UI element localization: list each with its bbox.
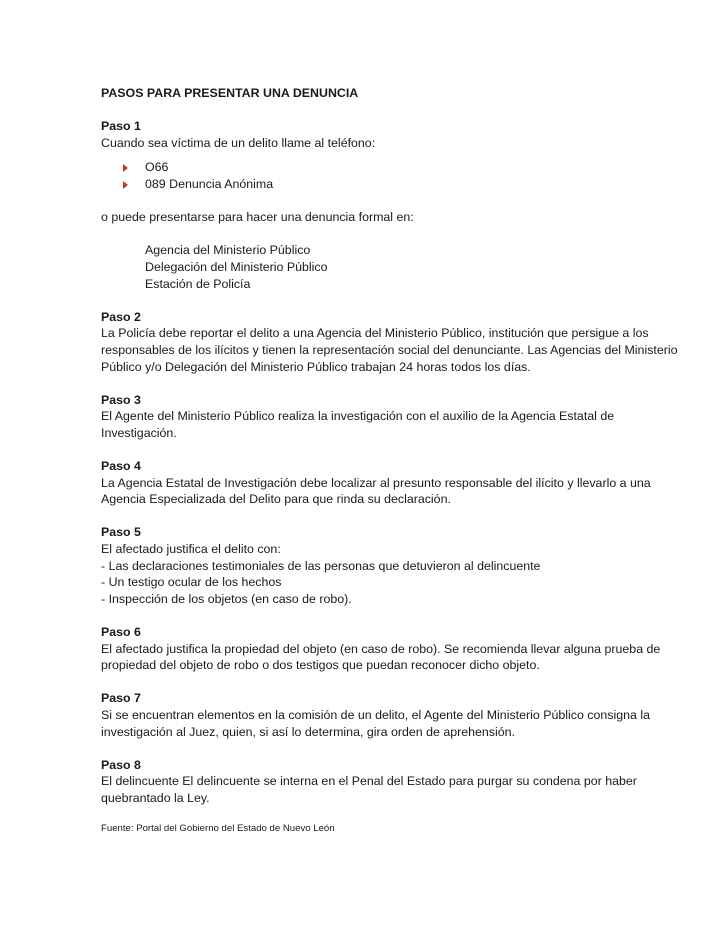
step-5-item: - Un testigo ocular de los hechos xyxy=(101,575,282,590)
step-2-text: La Policía debe reportar el delito a una Agencia del Ministerio Público, institución que persigue a los responsables de los ilícitos y tienen la representación social del denunciante. Las Agencias del Ministerio Público y/o Delegación del Ministerio Público trabajan 24 horas todos los días. xyxy=(101,326,678,374)
step-5-heading: Paso 5 xyxy=(101,525,141,540)
step-3-section xyxy=(101,392,691,442)
step-4-heading: Paso 4 xyxy=(101,459,141,474)
step-8-heading: Paso 8 xyxy=(101,757,141,772)
arrow-bullet-icon xyxy=(123,181,128,189)
step-2-heading: Paso 2 xyxy=(101,309,141,324)
source-note: Fuente: Portal del Gobierno del Estado de Nuevo León xyxy=(101,822,335,834)
step-5-item: - Las declaraciones testimoniales de las personas que detuvieron al delincuente xyxy=(101,558,541,573)
document-title: PASOS PARA PRESENTAR UNA DENUNCIA xyxy=(101,86,359,100)
step-1-intro: Cuando sea víctima de un delito llame al teléfono: xyxy=(101,135,376,150)
place-item: Estación de Policía xyxy=(145,276,251,291)
step-1-alt-intro: o puede presentarse para hacer una denuncia formal en: xyxy=(101,210,414,225)
step-5-intro: El afectado justifica el delito con: xyxy=(101,542,281,557)
step-6-text: El afectado justifica la propiedad del objeto (en caso de robo). Se recomienda llevar alguna prueba de propiedad del objeto de robo o dos testigos que puedan reconocer dicho objeto. xyxy=(101,641,661,673)
step-2-section xyxy=(101,309,691,375)
phone-number: O66 xyxy=(145,160,169,175)
step-8-section xyxy=(101,757,691,807)
step-3-text: El Agente del Ministerio Público realiza la investigación con el auxilio de la Agencia Estatal de Investigación. xyxy=(101,409,615,440)
document-page xyxy=(101,85,691,835)
place-item: Agencia del Ministerio Público xyxy=(145,243,311,258)
phone-list-item xyxy=(101,176,691,193)
step-5-item: - Inspección de los objetos (en caso de robo). xyxy=(101,591,352,606)
step-7-heading: Paso 7 xyxy=(101,691,141,706)
step-7-text: Si se encuentran elementos en la comisión de un delito, el Agente del Ministerio Público consigna la investigación al Juez, quien, si así lo determina, gira orden de aprehensión. xyxy=(101,707,650,739)
phone-list-item xyxy=(101,159,691,176)
step-4-section xyxy=(101,458,691,508)
step-1-heading: Paso 1 xyxy=(101,119,141,134)
step-6-section xyxy=(101,624,691,674)
arrow-bullet-icon xyxy=(123,164,128,172)
phone-number: 089 Denuncia Anónima xyxy=(145,176,274,191)
step-5-section xyxy=(101,524,691,607)
place-item: Delegación del Ministerio Público xyxy=(145,259,328,274)
step-8-text: El delincuente El delincuente se interna en el Penal del Estado para purgar su condena por haber quebrantado la Ley. xyxy=(101,774,637,805)
phone-list xyxy=(101,159,691,192)
step-4-text: La Agencia Estatal de Investigación debe localizar al presunto responsable del ilícito y llevarlo a una Agencia Especializada del Delito para que rinda su declaración. xyxy=(101,475,651,507)
step-3-heading: Paso 3 xyxy=(101,392,141,407)
step-1-section xyxy=(101,118,691,292)
step-6-heading: Paso 6 xyxy=(101,625,141,639)
step-7-section xyxy=(101,690,691,740)
place-list xyxy=(101,242,691,292)
